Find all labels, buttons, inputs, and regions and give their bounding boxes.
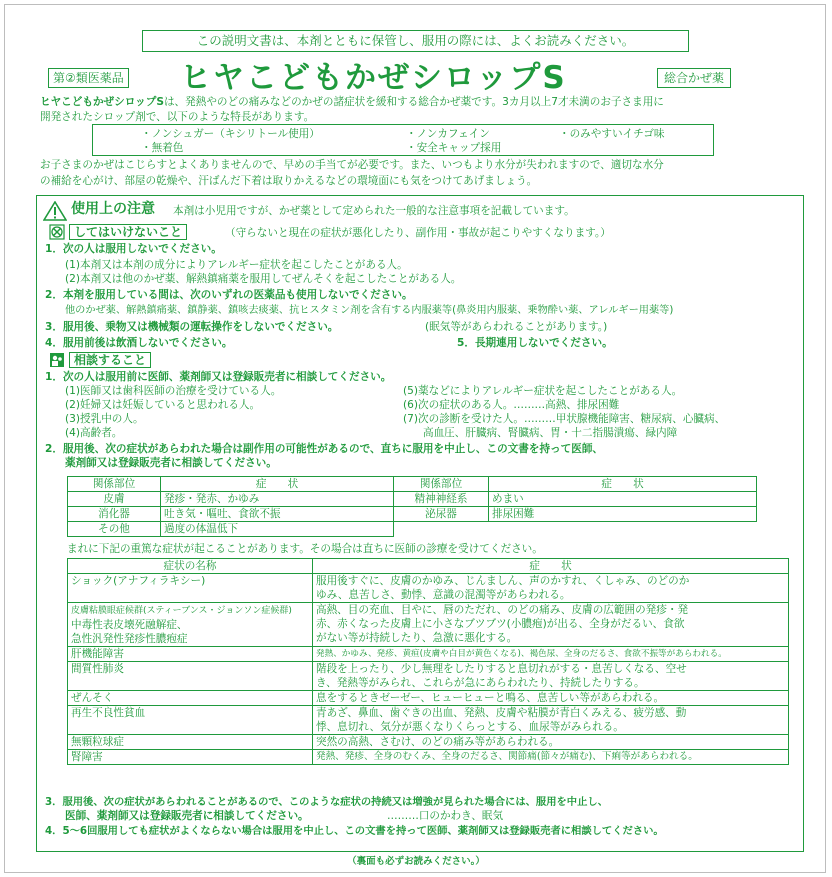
table-cell-empty bbox=[489, 522, 757, 537]
table-header: 症状の名称 bbox=[68, 559, 313, 574]
dont-item-4: 4．服用前後は飲酒しないでください。 bbox=[45, 337, 233, 349]
symptom-name bbox=[68, 735, 313, 750]
symptom-desc-line: 青あざ、鼻血、歯ぐきの出血、発熱、皮膚や粘膜が青白くみえる、疲労感、動 bbox=[316, 707, 687, 719]
table-header: 症 状 bbox=[489, 477, 757, 492]
symptom-name bbox=[68, 706, 313, 735]
symptom-name-line: 皮膚粘膜眼症候群(スティーブンス・ジョンソン症候群) bbox=[71, 606, 292, 616]
caution-subtitle: 本剤は小児用ですが、かぜ薬として定められた一般的な注意事項を記載しています。 bbox=[173, 205, 575, 217]
consult-item-2-b: 薬剤師又は登録販売者に相談してください。 bbox=[65, 457, 277, 469]
consult-item-1: 1．次の人は服用前に医師、薬剤師又は登録販売者に相談してください。 bbox=[45, 371, 392, 383]
table-row bbox=[68, 522, 757, 537]
table-row bbox=[68, 492, 757, 507]
symptom-desc bbox=[313, 735, 789, 750]
dont-item-1-2: (2)本剤又は他のかぜ薬、解熱鎮痛薬を服用してぜんそくを起こしたことがある人。 bbox=[65, 273, 462, 285]
symptom-desc-line: 服用後すぐに、皮膚のかゆみ、じんましん、声のかすれ、くしゃみ、のどのか bbox=[316, 575, 690, 587]
symptom-name bbox=[68, 662, 313, 691]
side-effects-table bbox=[67, 476, 757, 537]
table-cell: 皮膚 bbox=[68, 492, 161, 507]
table-cell: 過度の体温低下 bbox=[161, 522, 394, 537]
consult-item-3-a: 3．服用後、次の症状があらわれることがあるので、このような症状の持続又は増強が見られた場合には、服用を中止し、 bbox=[45, 796, 608, 808]
symptom-desc-line: 発熱、かゆみ、発疹、黄疸(皮膚や白目が黄色くなる)、褐色尿、全身のだるさ、食欲不振等があらわれる。 bbox=[316, 649, 727, 659]
symptom-desc-line: き、発熱等がみられ、これらが急にあらわれたり、持続したりする。 bbox=[316, 677, 645, 689]
table-header: 症 状 bbox=[161, 477, 394, 492]
table-cell: 消化器 bbox=[68, 507, 161, 522]
footer-note: （裏面も必ずお読みください。） bbox=[347, 856, 485, 867]
intro-line2: 開発されたシロップ剤で、以下のような特長があります。 bbox=[40, 111, 315, 123]
dont-item-3-note: (眠気等があらわれることがあります。) bbox=[425, 321, 608, 333]
feature-item: ・ノンシュガー（キシリトール使用） bbox=[141, 128, 320, 140]
table-row bbox=[68, 706, 789, 735]
feature-item: ・安全キャップ採用 bbox=[406, 142, 502, 154]
consult-icon bbox=[49, 352, 65, 368]
table-cell: 発疹・発赤、かゆみ bbox=[161, 492, 394, 507]
intro-product-name: ヒヤこどもかぜシロップS bbox=[40, 96, 164, 108]
dont-note: （守らないと現在の症状が悪化したり、副作用・事故が起こりやすくなります。） bbox=[225, 227, 611, 239]
table-header: 症 状 bbox=[313, 559, 789, 574]
consult-item-3-b: 医師、薬剤師又は登録販売者に相談してください。 bbox=[65, 810, 309, 822]
symptom-name bbox=[68, 691, 313, 706]
consult-item-2-a: 2．服用後、次の症状があらわれた場合は副作用の可能性があるので、直ちに服用を中止し、この文書を持って医師、 bbox=[45, 443, 604, 455]
consult-item-1-7: (7)次の診断を受けた人。………甲状腺機能障害、糖尿病、心臓病、 bbox=[403, 413, 726, 425]
table-header-row bbox=[68, 559, 789, 574]
advice-text bbox=[40, 157, 810, 189]
symptom-desc-line: ゆみ、息苦しさ、動悸、意識の混濁等があらわれる。 bbox=[316, 589, 571, 601]
symptom-name bbox=[68, 603, 313, 647]
table-cell: 排尿困難 bbox=[489, 507, 757, 522]
symptom-name-line: 腎障害 bbox=[71, 751, 103, 763]
precautions-box bbox=[36, 195, 804, 852]
symptom-name-line: 中毒性表皮壊死融解症、 bbox=[71, 619, 188, 631]
table-row bbox=[68, 647, 789, 662]
features-box bbox=[92, 124, 714, 156]
top-note: この説明文書は、本剤とともに保管し、服用の際には、よくお読みください。 bbox=[142, 30, 689, 52]
table-row bbox=[68, 735, 789, 750]
symptom-desc bbox=[313, 603, 789, 647]
symptom-desc bbox=[313, 662, 789, 691]
intro-text bbox=[40, 95, 800, 125]
symptom-desc-line: 突然の高熱、さむけ、のどの痛み等があらわれる。 bbox=[316, 736, 560, 748]
dont-item-1-1: (1)本剤又は本剤の成分によりアレルギー症状を起こしたことがある人。 bbox=[65, 259, 408, 271]
symptom-desc bbox=[313, 647, 789, 662]
caution-heading: 使用上の注意 bbox=[71, 201, 155, 217]
symptom-desc bbox=[313, 574, 789, 603]
feature-item: ・無着色 bbox=[141, 142, 184, 154]
consult-item-1-4: (4)高齢者。 bbox=[65, 427, 123, 439]
symptom-name bbox=[68, 750, 313, 765]
drug-category-badge: 第②類医薬品 bbox=[48, 68, 129, 88]
table-cell: 泌尿器 bbox=[394, 507, 489, 522]
prohibited-icon bbox=[49, 224, 65, 240]
feature-item: ・のみやすいイチゴ味 bbox=[559, 128, 665, 140]
symptom-desc bbox=[313, 750, 789, 765]
feature-item: ・ノンカフェイン bbox=[406, 128, 490, 140]
table-cell: その他 bbox=[68, 522, 161, 537]
dont-item-2-1: 他のかぜ薬、解熱鎮痛薬、鎮静薬、鎮咳去痰薬、抗ヒスタミン剤を含有する内服薬等(鼻炎用内服薬、乗物酔い薬、アレルギー用薬等) bbox=[65, 305, 674, 316]
symptom-desc-line: 悸、息切れ、気分が悪くなりくらっとする、血尿等がみられる。 bbox=[316, 721, 624, 733]
symptom-desc-line: 発熱、発疹、全身のむくみ、全身のだるさ、関節痛(節々が痛む)、下痢等があらわれる。 bbox=[316, 751, 698, 762]
symptom-name-line: 無顆粒球症 bbox=[71, 736, 124, 748]
advice-line1: お子さまのかぜはこじらすとよくありませんので、早めの手当てが必要です。また、いつもより水分が失われますので、適切な水分 bbox=[40, 159, 664, 171]
product-title: ヒヤこどもかぜシロップS bbox=[180, 60, 567, 96]
symptom-name-line: 肝機能障害 bbox=[71, 648, 124, 660]
table-row bbox=[68, 691, 789, 706]
dont-item-5: 5．長期連用しないでください。 bbox=[457, 337, 613, 349]
dont-item-1: 1．次の人は服用しないでください。 bbox=[45, 243, 222, 255]
serious-symptoms-table bbox=[67, 558, 789, 765]
symptom-desc-line: 赤、赤くなった皮膚上に小さなブツブツ(小膿疱)が出る、全身がだるい、食欲 bbox=[316, 618, 685, 630]
symptom-desc-line: 息をするときゼーゼー、ヒューヒューと鳴る、息苦しい等があらわれる。 bbox=[316, 692, 665, 704]
table-cell-empty bbox=[394, 522, 489, 537]
symptom-name-line: 急性汎発性発疹性膿疱症 bbox=[71, 633, 188, 645]
symptom-name bbox=[68, 574, 313, 603]
consult-item-1-5: (5)薬などによりアレルギー症状を起こしたことがある人。 bbox=[403, 385, 683, 397]
table-cell: めまい bbox=[489, 492, 757, 507]
consult-item-1-3: (3)授乳中の人。 bbox=[65, 413, 144, 425]
intro-line1: は、発熱やのどの痛みなどのかぜの諸症状を緩和する総合かぜ薬です。3カ月以上7才未満のお子さま用に bbox=[163, 96, 664, 108]
table-header: 関係部位 bbox=[68, 477, 161, 492]
rare-note: まれに下記の重篤な症状が起こることがあります。その場合は直ちに医師の診療を受けてください。 bbox=[67, 543, 543, 555]
consult-item-3-c: ………口のかわき、眠気 bbox=[387, 810, 504, 822]
consult-item-1-7b: 高血圧、肝臓病、腎臓病、胃・十二指腸潰瘍、緑内障 bbox=[423, 427, 678, 439]
symptom-name-line: ショック(アナフィラキシー) bbox=[71, 575, 206, 587]
table-header-row bbox=[68, 477, 757, 492]
symptom-desc-line: がない等が持続したり、急激に悪化する。 bbox=[316, 632, 518, 644]
symptom-name bbox=[68, 647, 313, 662]
symptom-name-line: 間質性肺炎 bbox=[71, 663, 124, 675]
table-cell: 精神神経系 bbox=[394, 492, 489, 507]
symptom-name-line: 再生不良性貧血 bbox=[71, 707, 146, 719]
dont-heading: してはいけないこと bbox=[69, 224, 187, 240]
consult-item-4: 4．5～6回服用しても症状がよくならない場合は服用を中止し、この文書を持って医師、薬剤師又は登録販売者に相談してください。 bbox=[45, 825, 664, 837]
symptom-desc-line: 階段を上ったり、少し無理をしたりすると息切れがする・息苦しくなる、空せ bbox=[316, 663, 687, 675]
table-cell: 吐き気・嘔吐、食欲不振 bbox=[161, 507, 394, 522]
consult-heading: 相談すること bbox=[69, 352, 151, 368]
consult-item-1-6: (6)次の症状のある人。………高熱、排尿困難 bbox=[403, 399, 620, 411]
symptom-desc bbox=[313, 691, 789, 706]
table-row bbox=[68, 507, 757, 522]
table-header: 関係部位 bbox=[394, 477, 489, 492]
consult-item-1-1: (1)医師又は歯科医師の治療を受けている人。 bbox=[65, 385, 282, 397]
warning-icon bbox=[43, 201, 67, 221]
symptom-desc bbox=[313, 706, 789, 735]
symptom-desc-line: 高熱、目の充血、目やに、唇のただれ、のどの痛み、皮膚の広範囲の発疹・発 bbox=[316, 604, 689, 616]
advice-line2: の補給を心がけ、部屋の乾燥や、汗ばんだ下着は取りかえるなどの環境面にも気をつけてあげましょう。 bbox=[40, 175, 538, 187]
dont-item-2: 2．本剤を服用している間は、次のいずれの医薬品も使用しないでください。 bbox=[45, 289, 413, 301]
product-type-badge: 総合かぜ薬 bbox=[657, 68, 731, 88]
table-row bbox=[68, 603, 789, 647]
consult-item-1-2: (2)妊婦又は妊娠していると思われる人。 bbox=[65, 399, 261, 411]
table-row bbox=[68, 750, 789, 765]
table-row bbox=[68, 574, 789, 603]
table-row bbox=[68, 662, 789, 691]
symptom-name-line: ぜんそく bbox=[71, 692, 114, 704]
dont-item-3: 3．服用後、乗物又は機械類の運転操作をしないでください。 bbox=[45, 321, 339, 333]
